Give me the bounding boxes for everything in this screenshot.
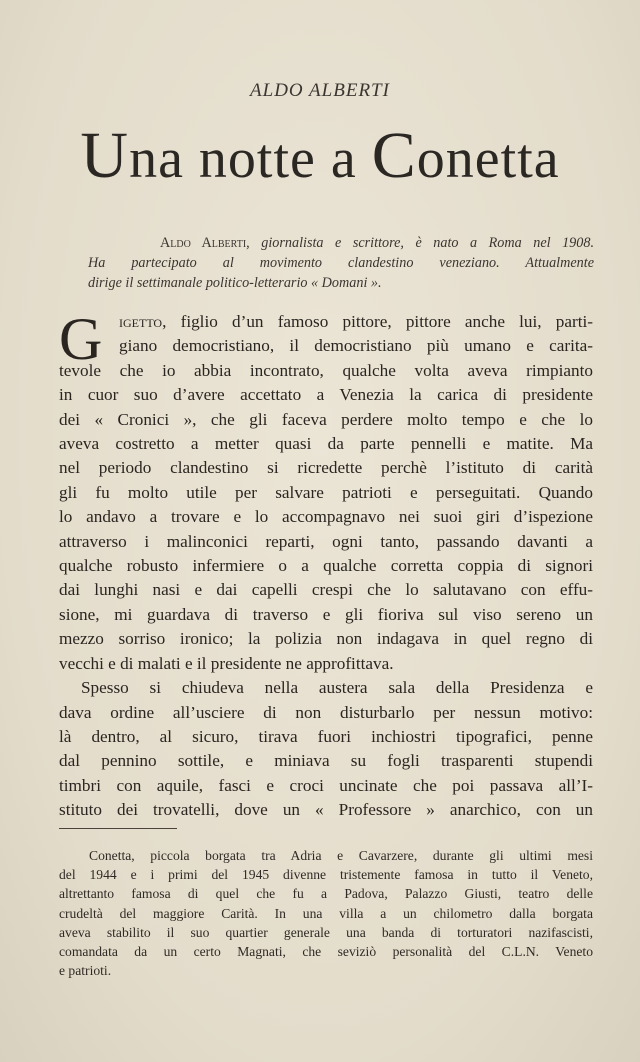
footnote-line: comandata da un certo Magnati, che seviziò personalità del C.L.N. Veneto (59, 944, 593, 960)
body-line: là dentro, al sicuro, tirava fuori inchiostri tipografici, penne (59, 726, 593, 746)
author-heading: ALDO ALBERTI (250, 80, 390, 101)
body-line: dei « Cronici », che gli faceva perdere molto tempo e che lo (59, 409, 593, 429)
body-line: gli fu molto utile per salvare patrioti e perseguitati. Quando (59, 482, 593, 502)
footnote-line: altrettanto famosa di quel che fu a Padova, Palazzo Giusti, teatro delle (59, 886, 593, 902)
body-lead-word: igetto, (119, 312, 167, 331)
body-line: vecchi e di malati e il presidente ne approfittava. (59, 653, 394, 673)
title-initial: U (80, 119, 130, 192)
intro-line: dirige il settimanale politico-letterario « Domani ». (88, 275, 382, 291)
body-line: aveva costretto a metter quasi da parte pennelli e matite. Ma (59, 434, 593, 454)
footnote (59, 846, 593, 980)
body-line: in cuor suo d’avere accettato a Venezia la carica di presidente (59, 385, 593, 405)
body-line: timbri con aquile, fasci e croci uncinate che poi passava all’I- (59, 775, 593, 795)
body-line: dava ordine all’usciere di non disturbarlo per nessun motivo: (59, 702, 593, 722)
chapter-title (0, 118, 640, 194)
drop-cap: G (59, 306, 103, 372)
body-line: qualche robusto infermiere o a qualche corretta coppia di signori (59, 556, 593, 576)
footnote-line: e patrioti. (59, 963, 112, 979)
body-line: Spesso si chiudeva nella austera sala della Presidenza e (81, 678, 593, 698)
footnote-line: aveva stabilito il suo quartier generale una banda di torturatori nazifascisti, (59, 924, 593, 940)
body-line: igetto, figlio d’un famoso pittore, pittore anche lui, parti- (119, 312, 593, 331)
body-line: dai lunghi nasi e dai capelli crespi che lo salutavano con effu- (59, 580, 593, 600)
body-line: tevole che io abbia incontrato, qualche volta aveva rimpianto (59, 360, 593, 380)
intro-line: Ha partecipato al movimento clandestino veneziano. Attualmente (88, 255, 594, 271)
title-middle: na notte a (129, 128, 372, 190)
footnote-line: Conetta, piccola borgata tra Adria e Cavarzere, durante gli ultimi mesi (89, 848, 593, 863)
body-line: stituto dei trovatelli, dove un « Professore » anarchico, con un (59, 800, 593, 820)
body-line: lo andavo a trovare e lo accompagnavo nei suoi giri d’ispezione (59, 507, 593, 527)
footnote-line: crudeltà del maggiore Carità. In una villa a un chilometro dalla borgata (59, 905, 593, 921)
body-line: sione, mi guardava di traverso e gli fioriva sul viso sereno un (59, 604, 593, 624)
title-end: onetta (416, 128, 560, 190)
body-line: dal pennino sottile, e miniava su fogli trasparenti stupendi (59, 751, 593, 771)
body-line: attraverso i malinconici reparti, ogni tanto, passando davanti a (59, 531, 593, 551)
author-intro (88, 233, 594, 293)
body-line: nel periodo clandestino si ricredette perchè l’istituto di carità (59, 458, 593, 478)
body-text (59, 306, 593, 823)
footnote-divider (59, 828, 177, 829)
intro-author-name: Aldo Alberti, (160, 235, 250, 251)
title-second-initial: C (371, 119, 417, 192)
body-line: mezzo sorriso ironico; la polizia non indagava in quel regno di (59, 629, 593, 649)
intro-line: Aldo Alberti, giornalista e scrittore, è nato a Roma nel 1908. (160, 235, 594, 251)
footnote-line: del 1944 e i primi del 1945 divenne tristemente famosa in tutto il Veneto, (59, 867, 593, 883)
body-line: giano democristiano, il democristiano più umano e carita- (119, 336, 593, 356)
